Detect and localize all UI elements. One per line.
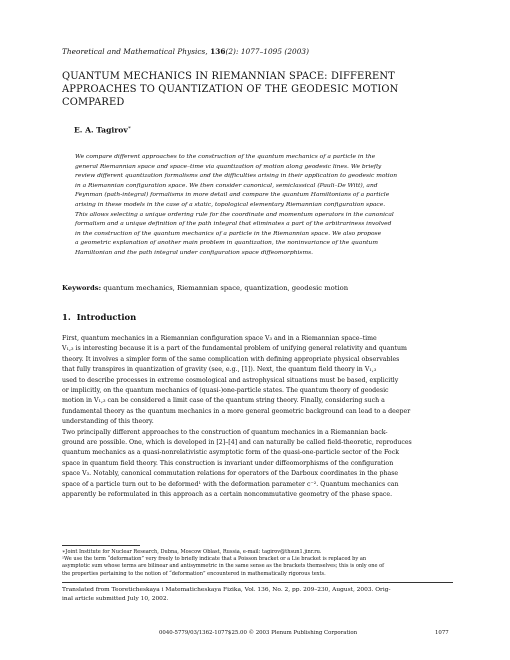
- keywords: [62, 284, 348, 292]
- abstract-line: in the construction of the quantum mechanics of a particle in the Riemannian space. We also propose: [75, 229, 382, 237]
- title-line: COMPARED: [62, 97, 125, 108]
- abstract-line: Feynman (path-integral) formalisms in more detail and compare the quantum Hamiltonians of a particle: [75, 191, 390, 199]
- body-line: quantum mechanics as a quasi-nonrelativistic asymptotic form of the quasi-one-particle sector of the Fock: [62, 449, 399, 457]
- abstract: [75, 152, 441, 258]
- footnote-divider: [62, 545, 140, 546]
- author-footnote-mark: ∗: [127, 125, 132, 131]
- author: [74, 125, 131, 135]
- page-number: 1077: [435, 630, 449, 636]
- body-line: or implicitly, on the quantum mechanics of (quasi-)one-particle states. The quantum theory of geodesic: [62, 387, 389, 395]
- journal-header: [62, 47, 309, 56]
- body-line: apparently be reformulated in this approach as a certain noncommutative geometry of the phase space.: [62, 491, 393, 499]
- abstract-line: general Riemannian space and space–time via quantization of motion along geodesic lines. We briefly: [75, 162, 382, 170]
- translation-divider: [62, 582, 453, 583]
- abstract-line: a geometric explanation of another main problem in quantization, the noninvariance of the quantum: [75, 239, 378, 247]
- body-line: ground are possible. One, which is developed in [2]–[4] and can naturally be called field-theoretic, reproduces: [62, 439, 412, 447]
- body-text: [62, 334, 452, 501]
- journal-volume: 136: [210, 47, 226, 56]
- body-line: motion in V₁,₃ can be considered a limit case of the quantum string theory. Finally, considering such a: [62, 397, 385, 405]
- translation-note-line: inal article submitted July 10, 2002.: [62, 596, 169, 603]
- section-heading: [62, 312, 136, 322]
- body-line: Two principally different approaches to the construction of quantum mechanics in a Riemannian back-: [62, 428, 388, 436]
- footnote-line: asymptotic sum whose terms are bilinear and antisymmetric in the same sense as the brackets themselves; this is only one of: [62, 563, 385, 570]
- footnotes: [62, 549, 452, 578]
- footnote-line: ∗Joint Institute for Nuclear Research, Dubna, Moscow Oblast, Russia, e-mail: tagirov@thsun1.jinr.ru.: [62, 549, 322, 555]
- translation-note-line: Translated from Teoreticheskaya i Matematicheskaya Fizika, Vol. 136, No. 2, pp. 209–230, August, 2003. Orig-: [62, 587, 391, 593]
- body-line: theory. It involves a simpler form of the same complication with defining appropriate physical observables: [62, 355, 400, 363]
- keywords-label: Keywords:: [62, 284, 102, 292]
- section-number: 1.: [62, 312, 71, 322]
- abstract-line: arising in these models in the case of a static, topological elementary Riemannian configuration space.: [75, 200, 386, 208]
- body-line: space in quantum field theory. This construction is invariant under diffeomorphisms of the configuration: [62, 459, 394, 467]
- body-line: V₁,₃ is interesting because it is a part of the fundamental problem of unifying general relativity and quantum: [62, 345, 407, 353]
- author-name: E. A. Tagirov: [74, 125, 128, 135]
- body-line: First, quantum mechanics in a Riemannian configuration space V₃ and in a Riemannian space–time: [62, 335, 377, 342]
- abstract-line: We compare different approaches to the construction of the quantum mechanics of a particle in the: [75, 153, 376, 160]
- journal-name: Theoretical and Mathematical Physics,: [62, 47, 211, 56]
- abstract-line: formalism and a unique definition of the path integral that eliminates a part of the arbitrariness involved: [75, 220, 392, 228]
- section-title: Introduction: [76, 312, 137, 322]
- journal-issue-pages: (2): 1077–1095 (2003): [225, 47, 309, 56]
- title-line: QUANTUM MECHANICS IN RIEMANNIAN SPACE: DIFFERENT: [62, 71, 395, 82]
- body-line: fundamental theory as the quantum mechanics in a more general geometric background can lead to a deeper: [62, 407, 411, 415]
- copyright-line: 0040-5779/03/1362-1077$25.00 © 2003 Plenum Publishing Corporation: [159, 630, 358, 636]
- body-line: space V₃. Notably, canonical commutation relations for operators of the Darboux coordinates in the phase: [62, 470, 399, 478]
- abstract-line: in a Riemannian configuration space. We then consider canonical, semiclassical (Pauli–De Witt), and: [75, 181, 378, 189]
- translation-note: [62, 586, 452, 604]
- abstract-line: This allows selecting a unique ordering rule for the coordinate and momentum operators in the canonical: [75, 210, 394, 218]
- abstract-line: Hamiltonian and the path integral under configuration space diffeomorphisms.: [75, 248, 314, 256]
- paper-title: [62, 70, 452, 109]
- keywords-text: quantum mechanics, Riemannian space, quantization, geodesic motion: [101, 284, 349, 292]
- body-line: used to describe processes in extreme cosmological and astrophysical situations must be based, explicitly: [62, 376, 399, 384]
- abstract-line: review different quantization formalisms and the difficulties arising in their application to geodesic motion: [75, 172, 398, 180]
- body-line: understanding of this theory.: [62, 418, 154, 426]
- title-line: APPROACHES TO QUANTIZATION OF THE GEODESIC MOTION: [62, 84, 399, 95]
- footnote-line: ¹We use the term “deformation” very freely to briefly indicate that a Poisson bracket or a Lie bracket is replaced by an: [62, 556, 367, 563]
- footnote-line: the properties pertaining to the notion of “deformation” encountered in mathematically rigorous texts.: [62, 570, 326, 577]
- body-line: that fully transpires in quantization of gravity (see, e.g., [1]). Next, the quantum field theory in V₁,₃: [62, 366, 377, 374]
- body-line: space of a particle turn out to be deformed¹ with the deformation parameter c⁻². Quantum mechanics can: [62, 480, 399, 488]
